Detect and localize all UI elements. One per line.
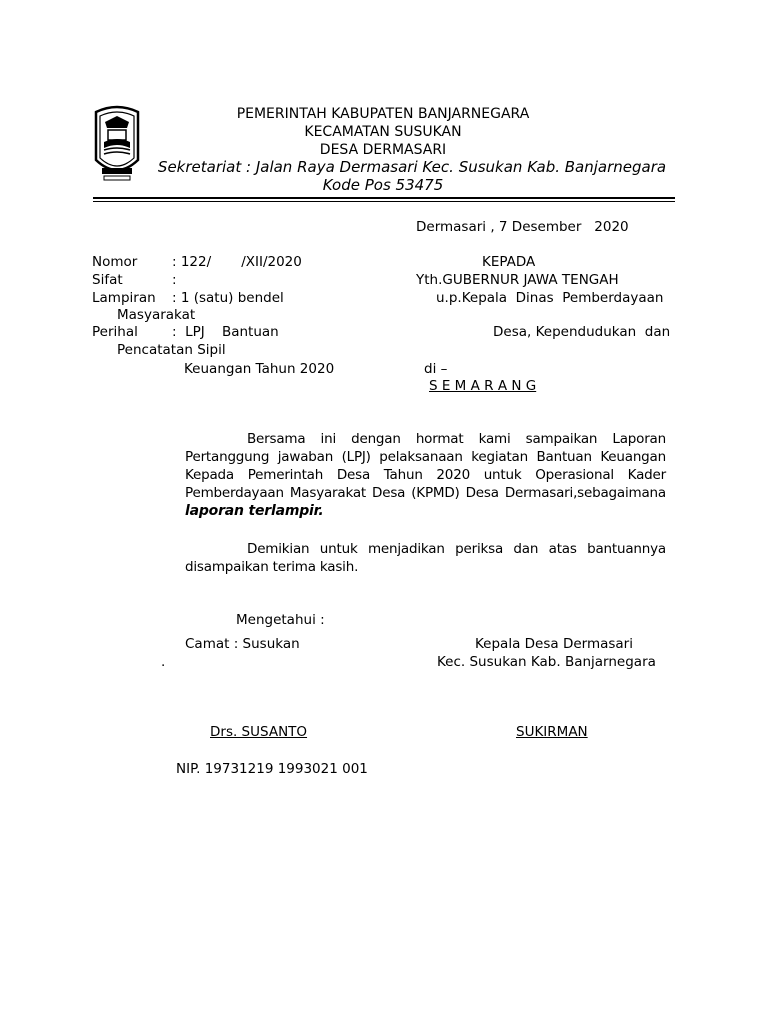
letter-date: Dermasari , 7 Desember 2020	[416, 219, 629, 235]
nomor-value: : 122/ /XII/2020	[172, 254, 302, 270]
camat-nip: NIP. 19731219 1993021 001	[176, 761, 368, 777]
camat-dot: .	[161, 654, 166, 670]
camat-name: Drs. SUSANTO	[210, 724, 308, 740]
camat-title: Camat : Susukan	[185, 636, 300, 652]
body-paragraph-2	[185, 540, 666, 576]
body-paragraph-1	[185, 430, 666, 520]
kades-location: Kec. Susukan Kab. Banjarnegara	[437, 654, 656, 670]
mengetahui-label: Mengetahui :	[236, 612, 325, 628]
recipient-di: di –	[424, 361, 448, 377]
kades-title: Kepala Desa Dermasari	[475, 636, 633, 652]
recipient-masyarakat: Masyarakat	[117, 307, 196, 323]
letterhead-address: Sekretariat : Jalan Raya Dermasari Kec. Susukan Kab. Banjarnegara	[157, 158, 667, 176]
letterhead-government: PEMERINTAH KABUPATEN BANJARNEGARA	[236, 106, 530, 122]
body-paragraph-1-text: Bersama ini dengan hormat kami sampaikan Laporan Pertanggung jawaban (LPJ) pelaksanaan kegiatan Bantuan Keuangan Kepada Pemerintah Desa Tahun 2020 untuk Operasional Kader Pemberdayaan Masyarakat Desa (KPMD) Desa Dermasari,sebagaimana	[185, 431, 666, 501]
letterhead-district: KECAMATAN SUSUKAN	[304, 124, 462, 140]
nomor-label: Nomor	[92, 254, 138, 270]
body-paragraph-1-emphasis: laporan terlampir.	[185, 503, 324, 519]
lampiran-label: Lampiran	[92, 290, 156, 306]
kades-name: SUKIRMAN	[516, 724, 588, 740]
recipient-yth: Yth.GUBERNUR JAWA TENGAH	[416, 272, 619, 288]
perihal-continuation: Keuangan Tahun 2020	[184, 361, 335, 377]
lampiran-value: : 1 (satu) bendel	[172, 290, 284, 306]
sifat-value: :	[172, 272, 177, 288]
recipient-city: S E M A R A N G	[429, 378, 537, 394]
letterhead-postal-code: Kode Pos 53475	[322, 176, 444, 194]
letterhead-divider-thin	[93, 201, 675, 202]
body-paragraph-2-text: Demikian untuk menjadikan periksa dan atas bantuannya disampaikan terima kasih.	[185, 541, 666, 575]
letterhead-village: DESA DERMASARI	[319, 142, 447, 158]
recipient-desa: Desa, Kependudukan dan	[493, 324, 671, 340]
perihal-label: Perihal	[92, 324, 138, 340]
perihal-value: : LPJ Bantuan	[172, 324, 279, 340]
letterhead-divider-thick	[93, 197, 675, 199]
recipient-pencatatan: Pencatatan Sipil	[117, 342, 226, 358]
recipient-up: u.p.Kepala Dinas Pemberdayaan	[436, 290, 664, 306]
recipient-kepada: KEPADA	[482, 254, 536, 270]
sifat-label: Sifat	[92, 272, 123, 288]
